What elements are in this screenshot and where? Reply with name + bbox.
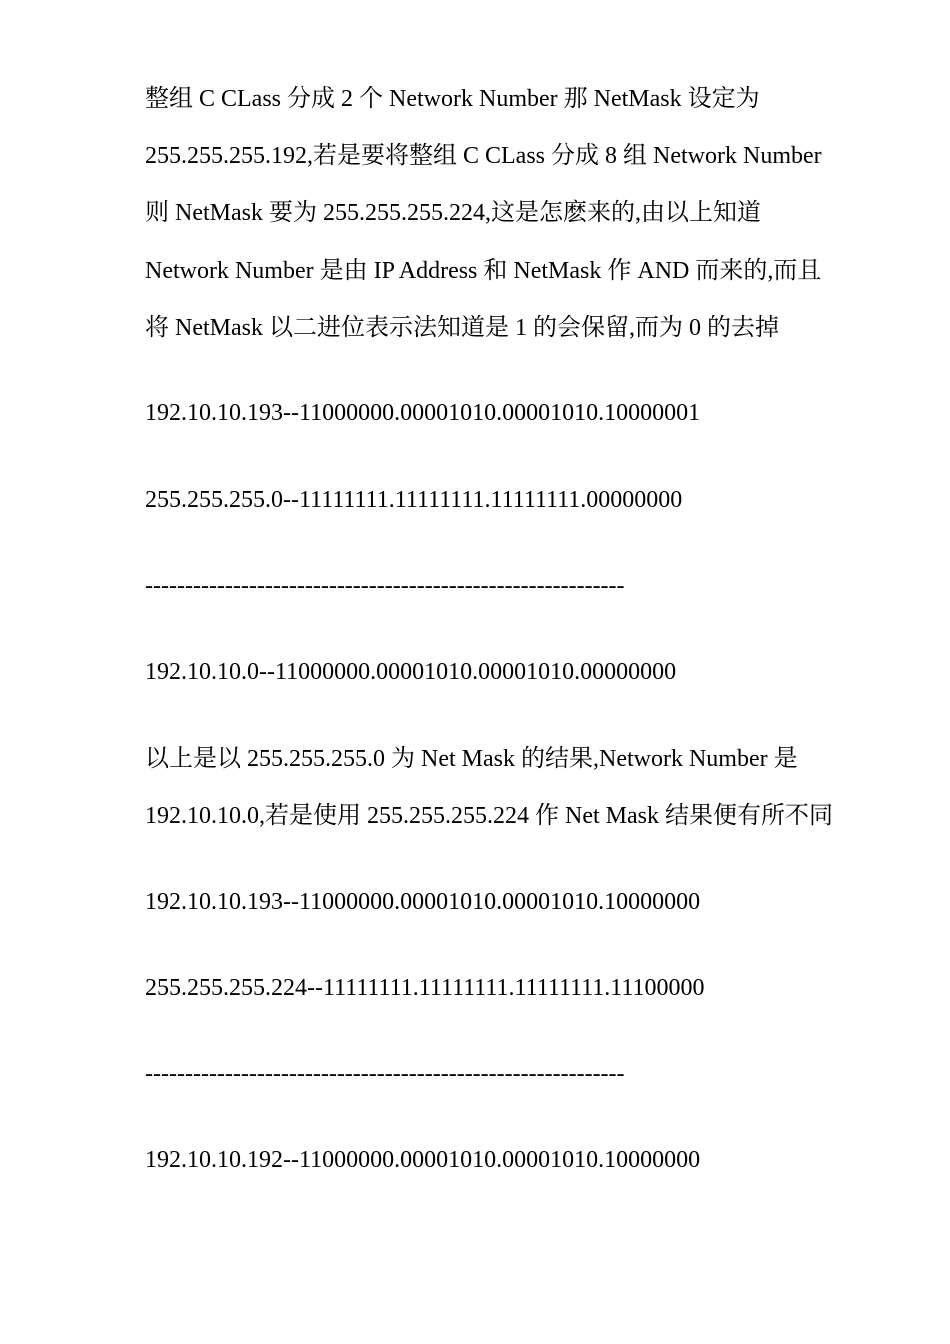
example-2-result-line: 192.10.10.192--11000000.00001010.00001010.10000000 (145, 1147, 701, 1173)
example-1-result-line: 192.10.10.0--11000000.00001010.00001010.00000000 (145, 659, 677, 685)
example-2-mask-line: 255.255.255.224--11111111.11111111.11111111.11100000 (145, 975, 705, 1001)
paragraph-1-line-2: 255.255.255.192,若是要将整组 C CLass 分成 8 组 Network Number (145, 143, 822, 169)
example-1-separator: ------------------------------------------------------------ (145, 573, 625, 599)
paragraph-1-line-3: 则 NetMask 要为 255.255.255.224,这是怎麽来的,由以上知道 (145, 200, 761, 226)
example-1-ip-line: 192.10.10.193--11000000.00001010.00001010.10000001 (145, 400, 701, 426)
paragraph-2-line-1: 以上是以 255.255.255.0 为 Net Mask 的结果,Network Number 是 (145, 746, 798, 772)
example-1-mask-line: 255.255.255.0--11111111.11111111.11111111.00000000 (145, 487, 683, 513)
paragraph-1-line-5: 将 NetMask 以二进位表示法知道是 1 的会保留,而为 0 的去掉 (145, 315, 779, 341)
example-2-ip-line: 192.10.10.193--11000000.00001010.00001010.10000000 (145, 889, 701, 915)
paragraph-1-line-4: Network Number 是由 IP Address 和 NetMask 作 AND 而来的,而且 (145, 258, 822, 284)
example-2-separator: ------------------------------------------------------------ (145, 1061, 625, 1087)
paragraph-1-line-1: 整组 C CLass 分成 2 个 Network Number 那 NetMask 设定为 (145, 86, 760, 112)
paragraph-2-line-2: 192.10.10.0,若是使用 255.255.255.224 作 Net Mask 结果便有所不同 (145, 803, 833, 829)
